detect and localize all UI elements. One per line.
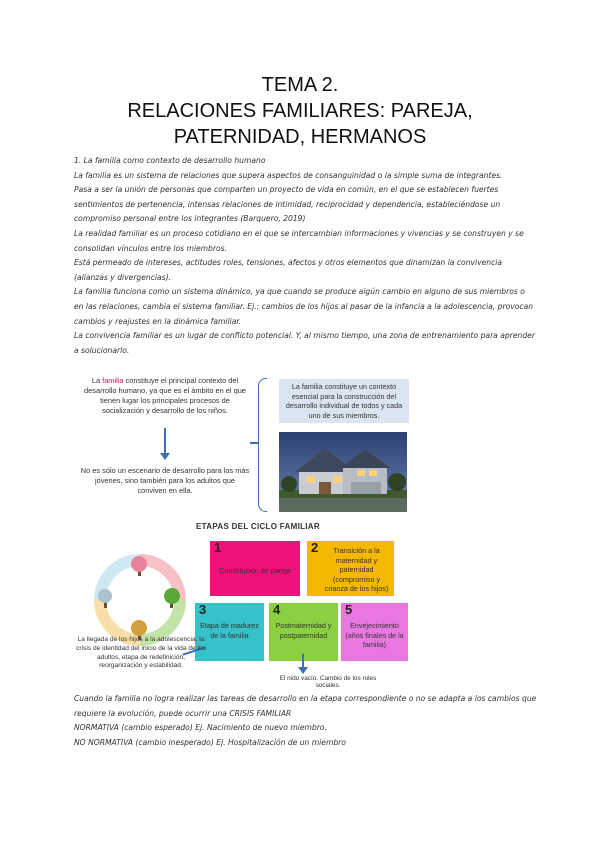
text-prefix: La [91, 376, 103, 385]
title-line-1: TEMA 2. [261, 74, 339, 96]
paragraph: Pasa a ser la unión de personas que comparten un proyecto de vida en común, en el que se establecen fuertes sentimientos de pertenencia, intensas relaciones de intimidad, reciprocidad y dependencia, estableciéndose un compromiso personal entre los integrantes (Barquero, 2019) [74, 185, 501, 224]
page-title [0, 72, 600, 150]
individual-development-box: La familia constituye un contexto esencial para la construcción del desarrollo individual de todos y cada uno de sus miembros. [279, 379, 409, 423]
title-line-3: PATERNIDAD, HERMANOS [173, 126, 427, 148]
brace-tip [250, 442, 258, 444]
stage-2-box [307, 541, 394, 596]
arrow-down-icon [302, 654, 304, 668]
paragraph: La convivencia familiar es un lugar de conflicto potencial. Y, al mismo tiempo, una zona de entrenamiento para aprender a solucionarlo. [74, 331, 535, 355]
crisis-text [74, 692, 544, 750]
stage-3-note: La llegada de los hijos a la adolescencia, la crisis de identidad del inicio de la vida de los adultos, etapa de redefinición, reorganización y estabilidad. [76, 636, 206, 670]
stage-label: Constitución de pareja [219, 566, 291, 575]
paragraph: NO NORMATIVA (cambio inesperado) Ej. Hospitalización de un miembro [74, 737, 346, 747]
stages-title: ETAPAS DEL CICLO FAMILIAR [196, 522, 320, 531]
paragraph: La familia es un sistema de relaciones que supera aspectos de consanguinidad o la simple suma de integrantes. [74, 170, 503, 180]
stage-5-box [341, 603, 408, 661]
paragraph: Está permeado de intereses, actitudes roles, tensiones, afectos y otros elementos que dinamizan la convivencia (alianzas y divergencias). [74, 258, 503, 282]
title-line-2: RELACIONES FAMILIARES: PAREJA, [127, 100, 473, 122]
stage-4-note: El nido vacío. Cambio de los roles sociales. [279, 675, 377, 689]
paragraph: NORMATIVA (cambio esperado) Ej. Nacimiento de nuevo miembro. [74, 723, 327, 733]
stage-number: 2 [311, 540, 319, 555]
stage-1-box [210, 541, 300, 596]
stage-number: 1 [214, 540, 222, 555]
stage-4-box [269, 603, 338, 661]
section-heading: 1. La familia como contexto de desarrollo humano [74, 156, 266, 165]
stage-number: 4 [273, 602, 281, 617]
stage-number: 5 [345, 602, 353, 617]
text-rest: constituye el principal contexto del desarrollo humano, ya que es el ámbito en el que tienen lugar los principales procesos de socialización y desarrollo de los niños. [84, 376, 246, 415]
brace-icon [258, 378, 267, 512]
stage-label: Etapa de madurez de la familia [200, 621, 259, 640]
arrow-down-icon [164, 428, 166, 454]
family-context-text [80, 376, 250, 416]
paragraph: La realidad familiar es un proceso cotidiano en el que se intercambian informaciones y vivencias y se construyen y se consolidan vínculos entre los miembros. [74, 228, 524, 253]
stage-label: Postmaternidad y postpaternidad [275, 621, 332, 640]
house-photo [279, 432, 407, 512]
paragraph: Cuando la familia no logra realizar las tareas de desarrollo en la etapa correspondiente o no se adapta a los cambios que requiere la evolución, puede ocurrir una CRISIS FAMILIAR [74, 694, 537, 718]
tree-cycle-icon [90, 550, 190, 650]
highlight-word: familia [102, 376, 124, 385]
stage-label: Transición a la maternidad y paternidad (compromiso y crianza de los hijos) [324, 546, 389, 593]
stage-number: 3 [199, 602, 207, 617]
paragraph: La familia funciona como un sistema dinámico, ya que cuando se produce algún cambio en alguno de sus miembros o en las relaciones, cambia el sistema familiar. Ej.: cambios de los hijos al pasar de la infancia a la adolescencia, provocan cambios y reajustes en la dinámica familiar. [74, 287, 534, 326]
stage-label: Envejecimiento (años finales de la familia) [345, 621, 404, 649]
body-text [74, 154, 536, 358]
adults-development-text: No es sólo un escenario de desarrollo para los más jóvenes, sino también para los adultos que conviven en ella. [80, 466, 250, 495]
